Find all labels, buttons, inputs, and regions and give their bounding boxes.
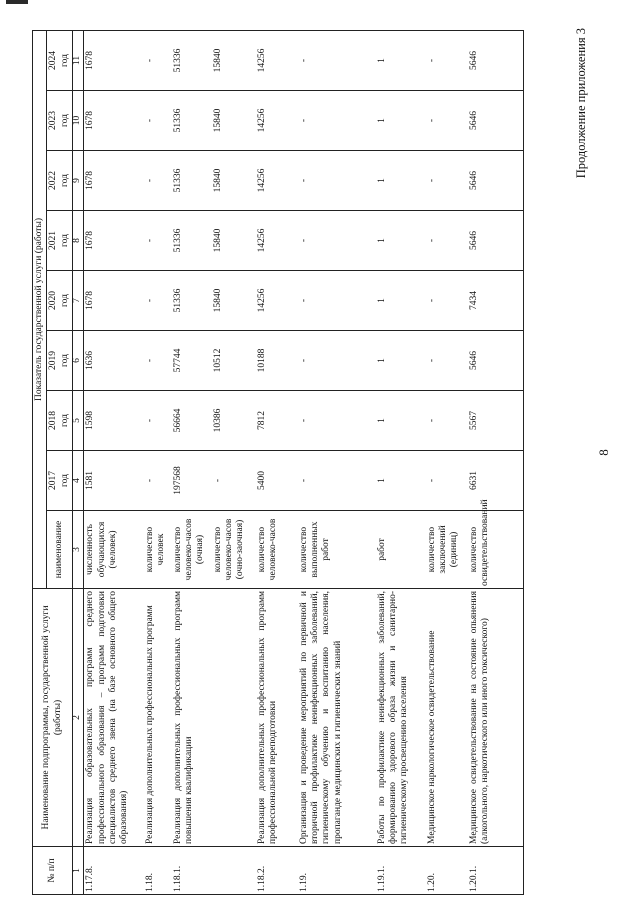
row-name: Реализация дополнительных профессиональных программ [144, 589, 172, 847]
row-value: 7434 [468, 271, 524, 331]
row-value: - [426, 30, 468, 90]
row-value: 1 [376, 91, 426, 151]
header-year: 2019 год [47, 331, 73, 391]
row-number: 1.20.1. [468, 847, 524, 895]
indicators-table [32, 30, 524, 895]
row-value: 51336 [172, 30, 212, 90]
table-row [298, 30, 376, 894]
row-indicator: количество человеко-часов (очно-заочная) [212, 511, 256, 589]
row-value: 1678 [84, 151, 144, 211]
row-value: 10512 [212, 331, 256, 391]
row-value: - [298, 331, 376, 391]
row-value: - [144, 451, 172, 511]
table-row [84, 30, 144, 894]
row-value: 5646 [468, 211, 524, 271]
row-value: 6631 [468, 451, 524, 511]
row-indicator: количество выполненных работ [298, 511, 376, 589]
column-number: 7 [73, 271, 84, 331]
row-value: 57744 [172, 331, 212, 391]
row-number [212, 847, 256, 895]
row-value: 1 [376, 451, 426, 511]
row-value: - [144, 211, 172, 271]
row-indicator: численность обучающихся (человек) [84, 511, 144, 589]
row-number: 1.20. [426, 847, 468, 895]
row-value: 1 [376, 391, 426, 451]
row-value: 1598 [84, 391, 144, 451]
row-value: - [426, 271, 468, 331]
header-year: 2021 год [47, 211, 73, 271]
row-value: 15840 [212, 91, 256, 151]
header-year: 2020 год [47, 271, 73, 331]
row-value: 1 [376, 211, 426, 271]
row-value: 14256 [256, 271, 298, 331]
row-value: 1 [376, 30, 426, 90]
row-name: Реализация дополнительных профессиональных программ повышения квалификации [172, 589, 212, 847]
table-row [172, 30, 212, 894]
row-value: 56664 [172, 391, 212, 451]
row-value: 1636 [84, 331, 144, 391]
table-row [144, 30, 172, 894]
row-name: Работы по профилактике неинфекционных заболеваний, формированию здорового образа жизни и санитарно-гигиеническому просвещению населения [376, 589, 426, 847]
row-value: 10386 [212, 391, 256, 451]
row-value: - [144, 331, 172, 391]
row-value: 51336 [172, 271, 212, 331]
row-indicator: количество человеко-часов [256, 511, 298, 589]
header-row-top [33, 30, 47, 894]
row-value: 51336 [172, 91, 212, 151]
row-value: - [426, 91, 468, 151]
row-value: - [426, 391, 468, 451]
table-row [212, 30, 256, 894]
row-number: 1.18. [144, 847, 172, 895]
row-name: Медицинское освидетельствование на состояние опьянения (алкогольного, наркотического или иного токсического) [468, 589, 524, 847]
row-number: 1.18.2. [256, 847, 298, 895]
column-number: 11 [73, 30, 84, 90]
row-indicator: количество человеко-часов (очная) [172, 511, 212, 589]
row-number: 1.19. [298, 847, 376, 895]
row-name: Медицинское наркологическое освидетельствование [426, 589, 468, 847]
row-value: 1678 [84, 271, 144, 331]
row-value: - [212, 451, 256, 511]
header-year: 2022 год [47, 151, 73, 211]
row-value: - [426, 451, 468, 511]
row-value: - [144, 391, 172, 451]
row-value: 10188 [256, 331, 298, 391]
header-year: 2018 год [47, 391, 73, 451]
row-value: - [298, 30, 376, 90]
row-number: 1.18.1. [172, 847, 212, 895]
row-value: - [298, 91, 376, 151]
row-value: 1 [376, 331, 426, 391]
row-number: 1.19.1. [376, 847, 426, 895]
row-value: - [298, 391, 376, 451]
table-row [468, 30, 524, 894]
row-name: Организация и проведение мероприятий по первичной и вторичной профилактике неинфекционных заболеваний, гигиеническому обучению и воспитанию населения, пропаганде медицинских и гигиенических знаний [298, 589, 376, 847]
table-row [256, 30, 298, 894]
header-subprogram-name: Наименование подпрограммы, государственной услуги (работы) [33, 589, 73, 847]
header-year: 2024 год [47, 30, 73, 90]
row-value: - [298, 271, 376, 331]
row-value: 1 [376, 151, 426, 211]
row-value: 14256 [256, 211, 298, 271]
row-value: 5646 [468, 331, 524, 391]
row-indicator: количество заключений (единиц) [426, 511, 468, 589]
header-year: 2017 год [47, 451, 73, 511]
row-value: 1 [376, 271, 426, 331]
row-value: - [144, 271, 172, 331]
row-value: 51336 [172, 211, 212, 271]
row-value: 5646 [468, 91, 524, 151]
row-name: Реализация дополнительных профессиональных программ профессиональной переподготовки [256, 589, 298, 847]
row-name: Реализация образовательных программ среднего профессионального образования – программ подготовки специалистов среднего звена (на базе основного общего образования) [84, 589, 144, 847]
header-indicator-group: Показатель государственной услуги (работы) [33, 30, 47, 588]
header-column-numbers [73, 30, 84, 894]
row-value: 15840 [212, 151, 256, 211]
page-number: 8 [596, 449, 611, 456]
row-indicator: количество освидетельствований [468, 511, 524, 589]
row-value: - [298, 211, 376, 271]
column-number: 8 [73, 211, 84, 271]
row-value: 1581 [84, 451, 144, 511]
column-number: 4 [73, 451, 84, 511]
row-value: 5646 [468, 30, 524, 90]
row-value: - [426, 331, 468, 391]
row-value: 197568 [172, 451, 212, 511]
row-indicator: работ [376, 511, 426, 589]
row-value: 14256 [256, 151, 298, 211]
row-name [212, 589, 256, 847]
header-indicator-name: наименование [47, 511, 73, 589]
column-number: 9 [73, 151, 84, 211]
row-value: 14256 [256, 91, 298, 151]
row-value: - [426, 211, 468, 271]
table-row [376, 30, 426, 894]
column-number: 6 [73, 331, 84, 391]
column-number: 1 [73, 847, 84, 895]
row-value: 1678 [84, 30, 144, 90]
row-value: - [144, 30, 172, 90]
header-num: № п/п [33, 847, 73, 895]
row-value: 14256 [256, 30, 298, 90]
row-value: 5646 [468, 151, 524, 211]
row-value: - [298, 451, 376, 511]
row-indicator: количество человек [144, 511, 172, 589]
table-row [426, 30, 468, 894]
column-number: 3 [73, 511, 84, 589]
header-year: 2023 год [47, 91, 73, 151]
column-number: 2 [73, 589, 84, 847]
row-value: 15840 [212, 271, 256, 331]
row-value: - [144, 151, 172, 211]
row-value: 1678 [84, 91, 144, 151]
row-value: 1678 [84, 211, 144, 271]
continuation-note: Продолжение приложения 3 [574, 28, 588, 179]
row-number: 1.17.8. [84, 847, 144, 895]
row-value: 7812 [256, 391, 298, 451]
column-number: 5 [73, 391, 84, 451]
column-number: 10 [73, 91, 84, 151]
row-value: 15840 [212, 211, 256, 271]
row-value: 5400 [256, 451, 298, 511]
row-value: - [144, 91, 172, 151]
row-value: 5567 [468, 391, 524, 451]
row-value: - [426, 151, 468, 211]
row-value: 15840 [212, 30, 256, 90]
table-body [84, 30, 524, 894]
row-value: 51336 [172, 151, 212, 211]
row-value: - [298, 151, 376, 211]
